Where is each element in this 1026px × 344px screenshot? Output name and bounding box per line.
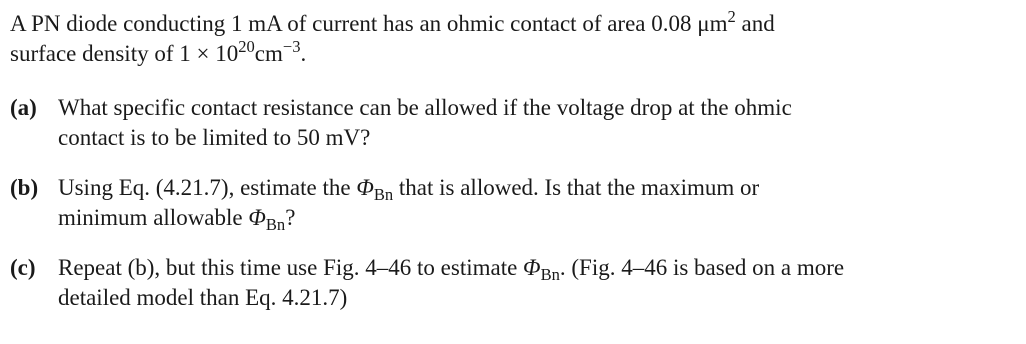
phi-subscript: Bn — [265, 214, 286, 234]
phi-subscript: Bn — [373, 184, 394, 204]
part-b-label: (b) — [10, 175, 39, 200]
part-b-line-1-end: that is allowed. Is that the maximum or — [398, 175, 760, 200]
part-c-line-1-text: Repeat (b), but this time use Fig. 4–46 to estimate — [58, 255, 524, 280]
phi-glyph: Φ — [523, 255, 541, 280]
unit-exponent: −3 — [282, 36, 301, 56]
phi-glyph: Φ — [248, 205, 266, 230]
part-b-line-2 — [58, 203, 1016, 233]
part-c-line-2: detailed model than Eq. 4.21.7) — [58, 285, 348, 310]
part-b-line-1 — [58, 173, 920, 203]
part-c-line-1 — [58, 253, 1016, 283]
part-b-line-2-text: minimum allowable — [58, 205, 249, 230]
part-a — [10, 93, 1016, 153]
phi-glyph: Φ — [356, 175, 374, 200]
part-c-label: (c) — [10, 255, 36, 280]
part-a-label: (a) — [10, 95, 37, 120]
part-b-line-1-text: Using Eq. (4.21.7), estimate the — [58, 175, 351, 200]
phi-bn-symbol — [356, 175, 394, 204]
intro-line-2-end: . — [300, 41, 307, 66]
intro-line-2 — [10, 36, 1016, 69]
phi-subscript: Bn — [540, 264, 560, 284]
part-b-line-2-end: ? — [285, 205, 296, 230]
intro-line-1-end: and — [735, 11, 775, 36]
density-unit: cm — [254, 41, 283, 66]
area-exponent: 2 — [727, 6, 736, 26]
part-a-line-2: contact is to be limited to 50 mV? — [58, 125, 371, 150]
problem-intro — [10, 6, 1016, 69]
part-b — [10, 173, 1016, 233]
intro-line-2-text: surface density of 1 × 10 — [10, 41, 239, 66]
problem-text — [10, 6, 1016, 313]
part-c — [10, 253, 1016, 313]
part-c-line-1-end: . (Fig. 4–46 is based on a more — [559, 255, 845, 280]
part-a-line-1: What specific contact resistance can be allowed if the voltage drop at the ohmic — [58, 95, 792, 120]
intro-line-1-text: A PN diode conducting 1 mA of current has an ohmic contact of area 0.08 μm — [10, 11, 728, 36]
intro-line-1 — [10, 6, 1016, 39]
density-exponent: 20 — [238, 36, 255, 56]
